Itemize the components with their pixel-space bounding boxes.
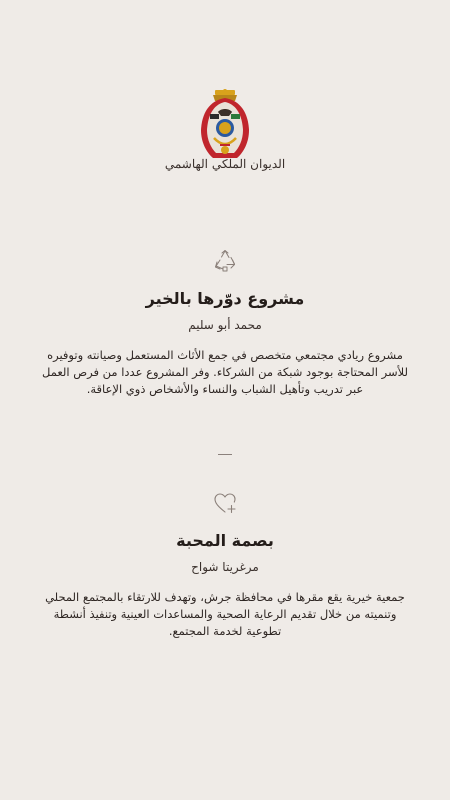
project-description: جمعية خيرية يقع مقرها في محافظة جرش، وتهدف للارتقاء بالمجتمع المحلي وتنميته من خلال تقديم الرعاية الصحية والمساعدات العينية وتنفيذ أنشطة تطوعية لخدمة المجتمع.: [45, 590, 405, 638]
section-divider: [218, 454, 232, 455]
institution-name: الديوان الملكي الهاشمي: [164, 157, 286, 171]
project-person-name: محمد أبو سليم: [188, 318, 262, 332]
project-card: [0, 248, 450, 398]
coat-of-arms-emblem: [198, 88, 252, 162]
heart-plus-icon: [212, 490, 238, 516]
project-title: بصمة المحبة: [176, 531, 274, 550]
recycle-icon: [212, 248, 238, 274]
project-description: مشروع ريادي مجتمعي متخصص في جمع الأثاث المستعمل وصيانته وتوفيره للأسر المحتاجة بوجود شبكة من الشركاء. وفر المشروع عددا من فرص العمل عبر تدريب وتأهيل الشباب والنساء والأشخاص ذوي الإعاقة.: [41, 348, 408, 396]
project-person-name: مرغريتا شواح: [191, 560, 259, 574]
project-card: [0, 490, 450, 640]
project-title: مشروع دوّرها بالخير: [145, 289, 305, 308]
